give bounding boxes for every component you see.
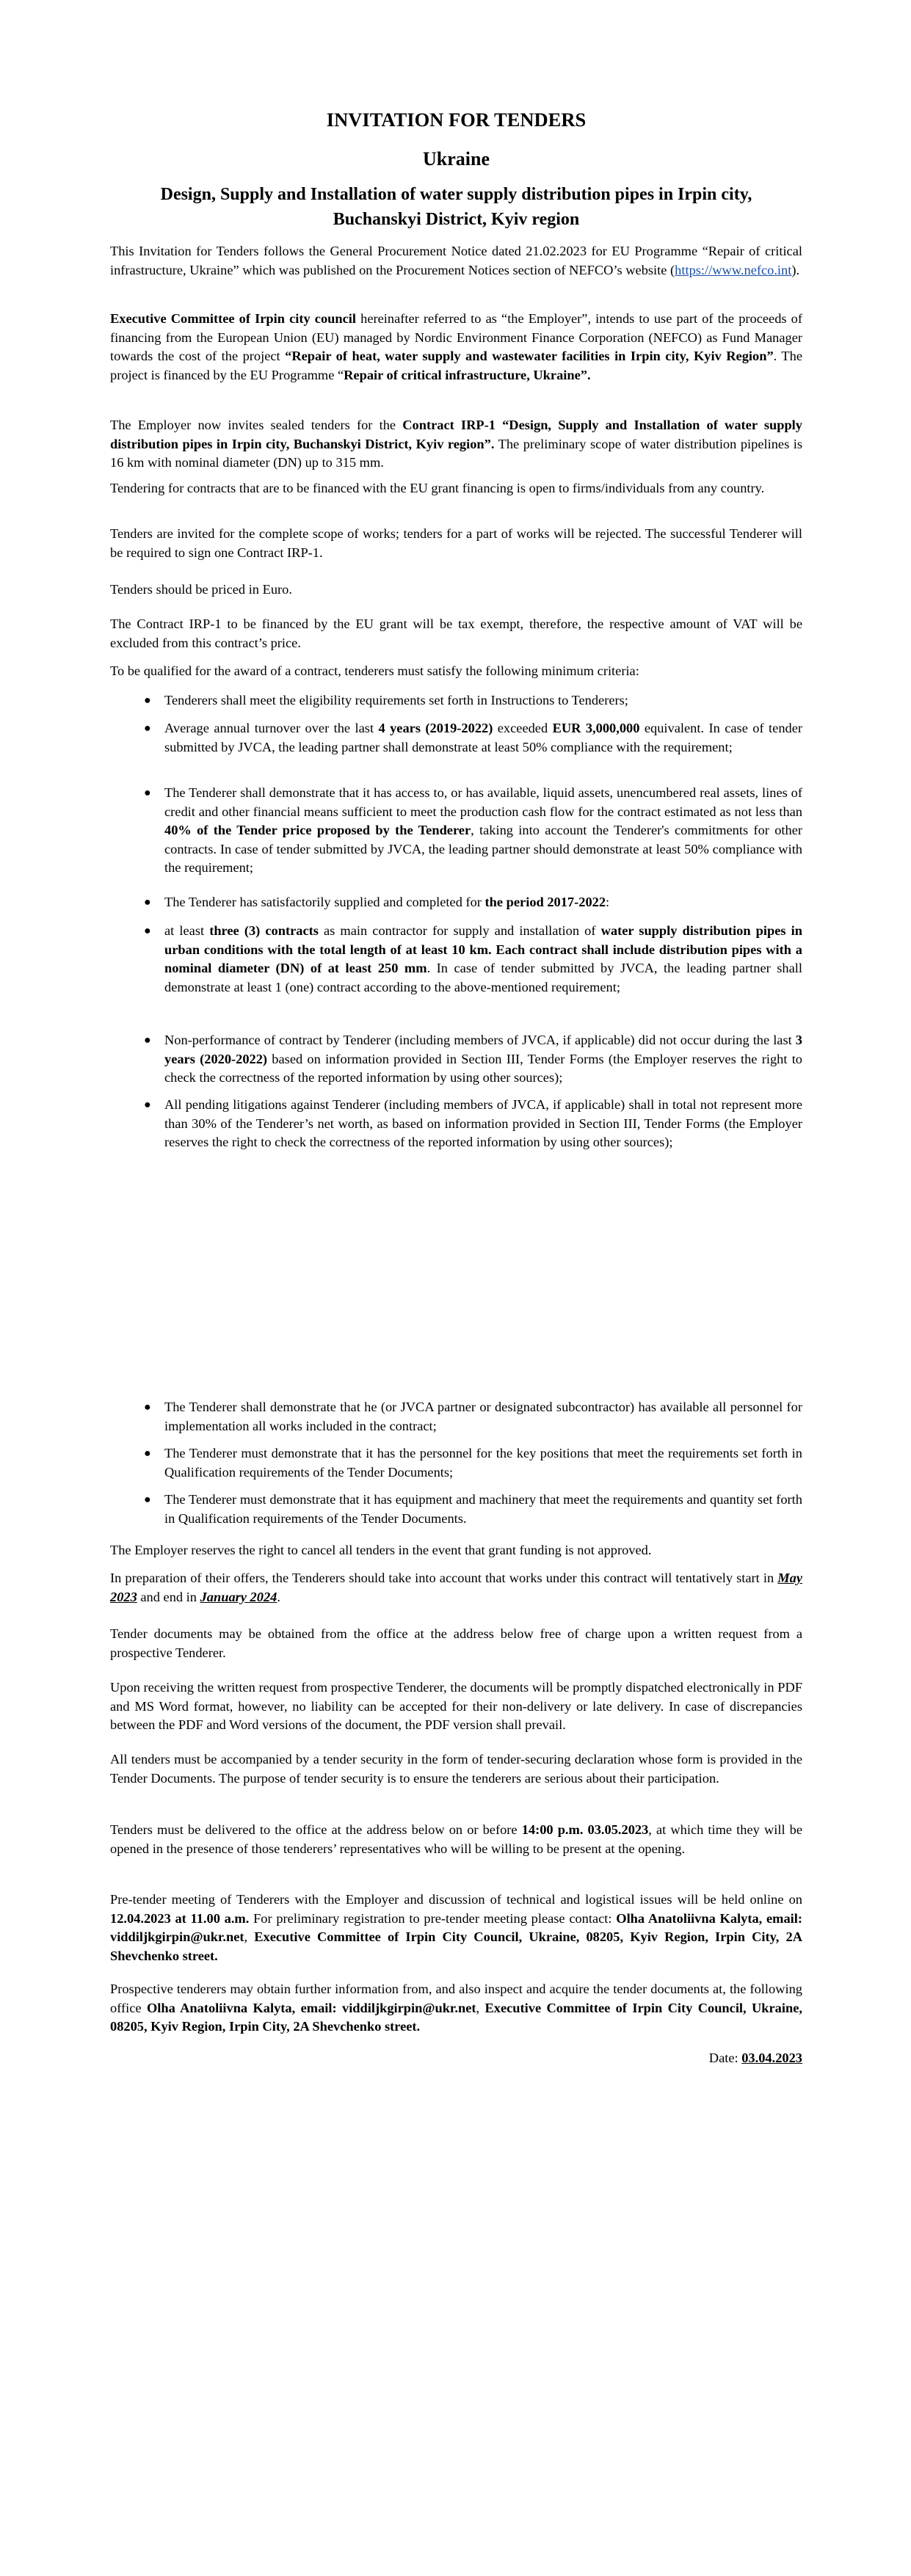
bullet-icon: ● [144,1099,151,1111]
subtitle [110,182,802,232]
subtitle-line-2: Buchanskyi District, Kyiv region [333,210,580,229]
country-heading: Ukraine [423,148,490,170]
paragraph-vat: The Contract IRP-1 to be financed by the EU grant will be tax exempt, therefore, the respective amount of VAT will be excluded from this contract’s price. [110,616,802,650]
contact-email: Olha Anatoliivna Kalyta, email: viddiljkgirpin@ukr.net [146,2000,476,2015]
bullet-icon: ● [144,925,151,937]
paragraph-scope: Tenders are invited for the complete scope of works; tenders for a part of works will be rejected. The successful Tenderer will be required to sign one Contract IRP-1. [110,526,802,560]
document-page: INVITATION FOR TENDERS Ukraine Design, Supply and Installation of water supply distribution pipes in Irpin city, Buchanskyi District, Kyiv region This Invitation for Tenders follows the General Procurement Notice dated 21.02.2023 for EU Programme “Repair of critical infrastructure, Ukraine” which was published on the Procurement Notices section of NEFCO’s website (https://www.nefco.int). Executive Committee of Irpin city council hereinafter referred to as “the Employer”, intends to use part of the proceeds of financing from the European Union (EU) managed by Nordic Environment Finance Corporation (NEFCO) as Fund Manager towards the cost of the project “Repair of heat, water supply and wastewater facilities in Irpin city, Kyiv Region”. The project is financed by the EU Programme “Repair of critical infrastructure, Ukraine”. The Employer now invites sealed tenders for the Contract IRP-1 “Design, Supply and Installation of water supply distribution pipes in Irpin city, Buchanskyi District, Kyiv region”. The preliminary scope of water distribution pipelines is 16 km with nominal diameter (DN) up to 315 mm. Tendering for contracts that are to be financed with the EU grant financing is open to firms/individuals from any country. Tenders are invited for the complete scope of works; tenders for a part of works will be rejected. The successful Tenderer will be required to sign one Contract IRP-1. Tenders should be priced in Euro. The Contract IRP-1 to be financed by the EU grant will be tax exempt, therefore, the respective amount of VAT will be excluded from this contract’s price. To be qualified for the award of a contract, tenderers must satisfy the following minimum criteria: ● Tenderers shall meet the eligibility requirements set forth in Instructions to Tenderers; ● Average annual turnover over the last 4 years (2019-2022) exceeded EUR 3,000,000 equivalent. In case of tender submitted by JVCA, the leading partner shall demonstrate at least 50% compliance with the requirement; ● The Tenderer shall demonstrate that it has access to, or has available, liquid assets, unencumbered real assets, lines of credit and other financial means sufficient to meet the production cash flow for the contract estimated as not less than 40% of the Tender price proposed by the Tenderer, taking into account the Tenderer's commitments for other contracts. In case of tender submitted by JVCA, the leading partner should demonstrate at least 50% compliance with the requirement; ● The Tenderer has satisfactorily supplied and completed for the period 2017-2022: ● at least three (3) contracts as main contractor for supply and installation of water supply distribution pipes in urban conditions with the total length of at least 10 km. Each contract shall include distribution pipes with a nominal diameter (DN) of at least 250 mm. In case of tender submitted by JVCA, the leading partner shall demonstrate at least 1 (one) contract according to the above-mentioned requirement; ● Non-performance of contract by Tenderer (including members of JVCA, if applicable) did not occur during the last 3 years (2020-2022) based on information provided in Section III, Tender Forms (the Employer reserves the right to check the correctness of the reported information by using other sources); ● All pending litigations against Tenderer (including members of JVCA, if applicable) shall in total not represent more than 30% of the Tenderer’s net worth, as based on information provided in Section III, Tender Forms (the Employer reserves the right to check the correctness of the reported information by using other sources); ● The Tenderer shall demonstrate that he (or JVCA partner or designated subcontractor) has available all personnel for implementation all works included in the contract; ● The Tenderer must demonstrate that it has the personnel for the key positions that meet the requirements set forth in Qualification requirements of the Tender Documents; ● The Tenderer must demonstrate that it has equipment and machinery that meet the requirements and quantity set forth in Qualification requirements of the Tender Documents. The Employer reserves the right to cancel all tenders in the event that grant funding is not approved. In preparation of their offers, the Tenderers should take into account that works under this contract will tentatively start in May 2023 and end in January 2024. Tender documents may be obtained from the office at the address below free of charge upon a written request from a prospective Tenderer. Upon receiving the written request from prospective Tenderer, the documents will be promptly dispatched electronically in PDF and MS Word format, however, no liability can be accepted for their non-delivery or late delivery. In case of discrepancies between the PDF and Word versions of the document, the PDF version shall prevail. All tenders must be accompanied by a tender security in the form of tender-securing declaration whose form is provided in the Tender Documents. The purpose of tender security is to ensure the tenderers are serious about their participation. Tenders must be delivered to the office at the address below on or before 14:00 p.m. 03.05.2023, at which time they will be opened in the presence of those tenderers’ representatives who will be willing to be present at the opening. Pre-tender meeting of Tenderers with the Employer and discussion of technical and logistical issues will be held online on 12.04.2023 at 11.00 a.m. For preliminary registration to pre-tender meeting please contact: Olha Anatoliivna Kalyta, email: viddiljkgirpin@ukr.net, Executive Committee of Irpin City Council, Ukraine, 08205, Kyiv Region, Irpin City, 2A Shevchenko street. Prospective tenderers may obtain further information from, and also inspect and acquire the tender documents at, the following office Olha Anatoliivna Kalyta, email: viddiljkgirpin@ukr.net, Executive Committee of Irpin City Council, Ukraine, 08205, Kyiv Region, Irpin City, 2A Shevchenko street. Date: 03.04.2023 [110,109,803,2065]
document-title: INVITATION FOR TENDERS [326,109,587,131]
paragraph-dispatch: Upon receiving the written request from prospective Tenderer, the documents will be promptly dispatched electronically in PDF and MS Word format, however, no liability can be accepted for their non-delivery or late delivery. In case of discrepancies between the PDF and Word versions of the document, the PDF version shall prevail. [110,1680,802,1732]
nefco-link[interactable]: https://www.nefco.int [675,262,792,277]
paragraph-gpn: This Invitation for Tenders follows the General Procurement Notice dated 21.02.2023 for EU Programme “Repair of critical infrastructure, Ukraine” which was published on the Procurement Notices section of NEFCO’s website (https://www.nefco.int). [110,244,802,277]
paragraph-documents: Tender documents may be obtained from the office at the address below free of charge upon a written request from a prospective Tenderer. [110,1626,802,1660]
paragraph-schedule: In preparation of their offers, the Tenderers should take into account that works under this contract will tentatively start in May 2023 and end in January 2024. [110,1571,802,1604]
paragraph-further-info: Prospective tenderers may obtain further information from, and also inspect and acquire the tender documents at, the following office Olha Anatoliivna Kalyta, email: viddiljkgirpin@ukr.net, Executive Committee of Irpin City Council, Ukraine, 08205, Kyiv Region, Irpin City, 2A Shevchenko street. [110,1982,802,2034]
document-date: Date: 03.04.2023 [708,2051,802,2065]
paragraph-invitation: The Employer now invites sealed tenders for the Contract IRP-1 “Design, Supply and Installation of water supply distribution pipes in Irpin city, Buchanskyi District, Kyiv region”. The preliminary scope of water distribution pipelines is 16 km with nominal diameter (DN) up to 315 mm. [110,418,802,470]
paragraph-meeting: Pre-tender meeting of Tenderers with the Employer and discussion of technical and logistical issues will be held online on 12.04.2023 at 11.00 a.m. For preliminary registration to pre-tender meeting please contact: Olha Anatoliivna Kalyta, email: viddiljkgirpin@ukr.net, Executive Committee of Irpin City Council, Ukraine, 08205, Kyiv Region, Irpin City, 2A Shevchenko street. [110,1892,802,1963]
bullet-icon: ● [144,694,151,707]
bullet-icon: ● [144,1447,151,1460]
bullet-icon: ● [144,1493,151,1506]
bullet-icon: ● [144,896,151,909]
bullet-icon: ● [144,1034,151,1047]
paragraph-cancel: The Employer reserves the right to cancel all tenders in the event that grant funding is not approved. [110,1543,652,1557]
paragraph-security: All tenders must be accompanied by a tender security in the form of tender-securing declaration whose form is provided in the Tender Documents. The purpose of tender security is to ensure the tenderers are serious about their participation. [110,1752,802,1786]
bullet-icon: ● [144,722,151,735]
bullet-icon: ● [144,787,151,799]
paragraph-eligibility: Tendering for contracts that are to be financed with the EU grant financing is open to firms/individuals from any country. [110,481,765,495]
bullet-icon: ● [144,1401,151,1413]
subtitle-line-1: Design, Supply and Installation of water supply distribution pipes in Irpin city, [160,185,752,204]
paragraph-currency: Tenders should be priced in Euro. [110,582,292,597]
paragraph-criteria-intro: To be qualified for the award of a contract, tenderers must satisfy the following minimum criteria: [110,663,639,678]
paragraph-employer: Executive Committee of Irpin city council hereinafter referred to as “the Employer”, intends to use part of the proceeds of financing from the European Union (EU) managed by Nordic Environment Finance Corporation (NEFCO) as Fund Manager towards the cost of the project “Repair of heat, water supply and wastewater facilities in Irpin city, Kyiv Region”. The project is financed by the EU Programme “Repair of critical infrastructure, Ukraine”. [110,311,803,382]
contact-email: Olha Anatoliivna Kalyta, email: viddiljkgirpin@ukr.net [110,1910,802,1944]
paragraph-deadline: Tenders must be delivered to the office at the address below on or before 14:00 p.m. 03.05.2023, at which time they will be opened in the presence of those tenderers’ representatives who will be willing to be present at the opening. [110,1822,803,1856]
